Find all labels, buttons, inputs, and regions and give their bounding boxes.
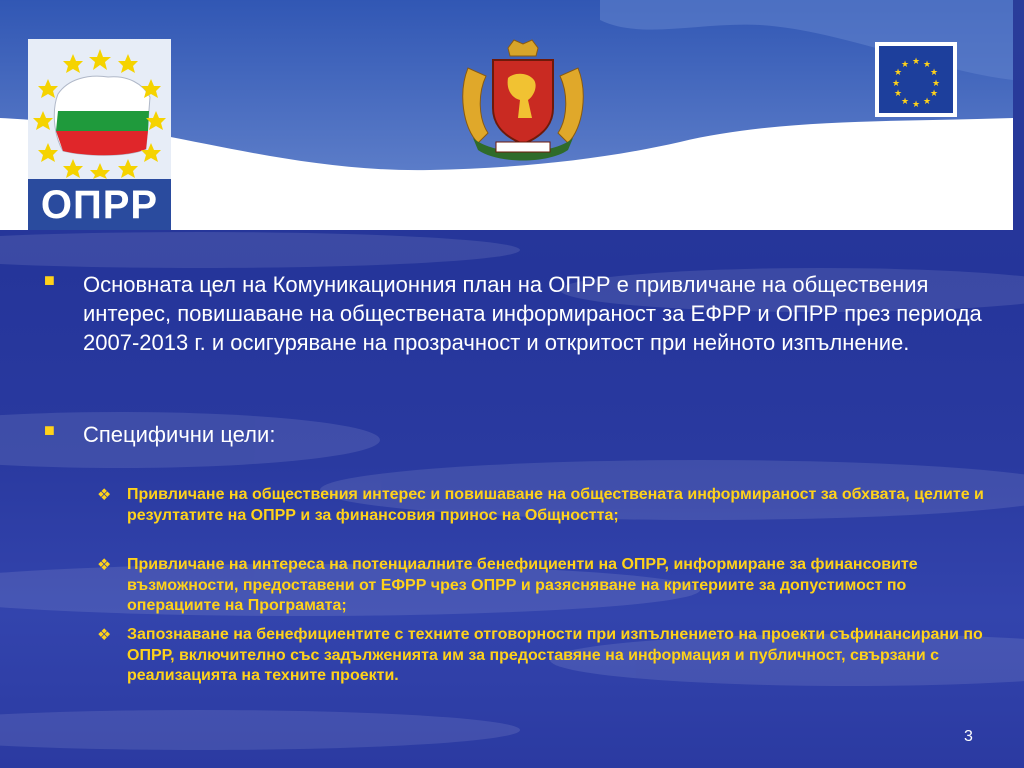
sub-bullet-text: Запознаване на бенефициентите с техните отговорности при изпълнението на проекти съфинансирани по ОПРР, включително със задълженията им за предоставяне на информация и публичност, свързани с реализацията на техните проекти.: [127, 626, 983, 684]
bullet-text: Специфични цели:: [83, 422, 276, 447]
slide-content: [0, 232, 1024, 768]
sub-bullet-text: Привличане на обществения интерес и повишаване на обществената информираност за обхвата, целите и резултатите на ОПРР и за финансовия принос на Общността;: [127, 486, 984, 524]
eu-flag: [875, 42, 957, 117]
square-bullet-icon: ■: [44, 420, 55, 440]
bullet-text: Основната цел на Комуникационния план на ОПРР е привличане на обществения интерес, повишаване на обществената информираност за ЕФРР и ОПРР през периода 2007-2013 г. и осигуряване на прозрачност и откритост при нейното изпълнение.: [83, 272, 982, 355]
eu-flag-icon: [879, 46, 953, 113]
svg-text:★: ★: [900, 97, 910, 107]
svg-text:★: ★: [891, 79, 901, 89]
svg-text:★: ★: [922, 97, 932, 107]
svg-text:★: ★: [893, 89, 903, 99]
svg-text:★: ★: [929, 89, 939, 99]
page-number: 3: [964, 728, 973, 745]
diamond-bullet-icon: ❖: [97, 557, 112, 574]
svg-text:★: ★: [911, 100, 921, 110]
svg-text:★: ★: [929, 68, 939, 78]
sub-bullet-text: Привличане на интереса на потенциалните бенефициенти на ОПРР, информиране за финансовите възможности, предоставени от ЕФРР чрез ОПРР и разясняване на критериите за допустимост по операциите на Програмата;: [127, 556, 918, 614]
svg-text:★: ★: [922, 60, 932, 70]
svg-text:★: ★: [931, 79, 941, 89]
square-bullet-icon: ■: [44, 270, 55, 290]
diamond-bullet-icon: ❖: [97, 487, 112, 504]
svg-text:★: ★: [893, 68, 903, 78]
oprr-logo-text: ОПРР: [40, 183, 159, 227]
slide-header: [0, 0, 1013, 230]
bulgaria-map-stars-icon: [28, 39, 171, 179]
svg-text:★: ★: [900, 60, 910, 70]
oprr-logo: [28, 39, 171, 230]
svg-text:★: ★: [911, 57, 921, 67]
diamond-bullet-icon: ❖: [97, 627, 112, 644]
bulgarian-coat-of-arms-icon: [448, 38, 598, 168]
